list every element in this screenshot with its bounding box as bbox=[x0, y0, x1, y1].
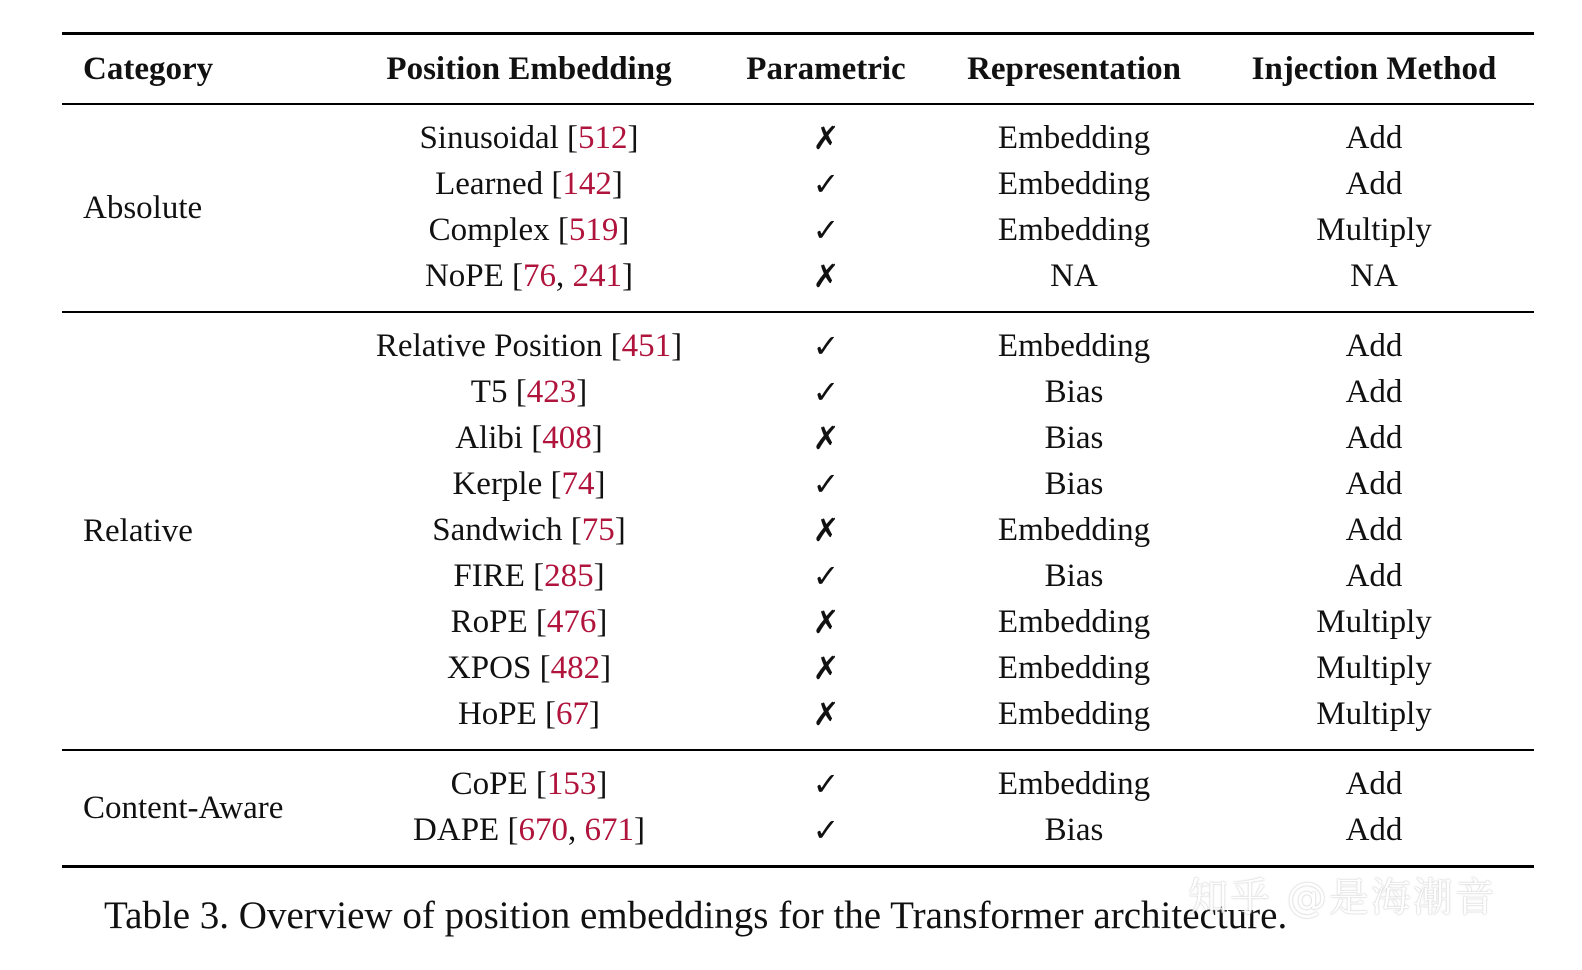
table-header-row bbox=[62, 35, 1534, 103]
position-embedding-cell: DAPE [670, 671] bbox=[413, 812, 645, 848]
injection-method-cell: Multiply bbox=[1316, 650, 1432, 686]
representation-cell: Embedding bbox=[997, 604, 1151, 640]
check-icon: ✓ bbox=[812, 165, 840, 203]
citation-ref: 408 bbox=[542, 420, 592, 456]
method-name: Sinusoidal bbox=[419, 120, 559, 156]
method-name: RoPE bbox=[450, 604, 528, 640]
check-icon: ✓ bbox=[812, 557, 840, 595]
cross-icon: ✗ bbox=[812, 695, 840, 733]
citation-ref: 476 bbox=[546, 604, 597, 640]
watermark: 知乎 @是海潮音 bbox=[1188, 875, 1497, 921]
injection-method-cell: Add bbox=[1345, 328, 1403, 364]
table-row bbox=[62, 461, 1534, 507]
position-embedding-table bbox=[62, 32, 1534, 868]
citation-ref: 451 bbox=[621, 328, 672, 364]
group-top-padding bbox=[62, 751, 1534, 761]
injection-method-cell: Add bbox=[1345, 420, 1403, 456]
method-name: FIRE bbox=[453, 558, 525, 594]
table-row bbox=[62, 691, 1534, 737]
table-row bbox=[62, 369, 1534, 415]
citation-ref: 142 bbox=[562, 166, 612, 202]
check-icon: ✓ bbox=[812, 465, 840, 503]
table-row bbox=[62, 161, 1534, 207]
check-icon: ✓ bbox=[812, 765, 840, 803]
citation-ref: 482 bbox=[550, 650, 601, 686]
citation-ref: 519 bbox=[568, 212, 619, 248]
cross-icon: ✗ bbox=[812, 419, 840, 457]
representation-cell: NA bbox=[1050, 258, 1098, 294]
representation-cell: Embedding bbox=[997, 166, 1151, 202]
representation-cell: Embedding bbox=[997, 766, 1151, 802]
cross-icon: ✗ bbox=[812, 649, 840, 687]
method-name: HoPE bbox=[457, 696, 537, 732]
injection-method-cell: Add bbox=[1345, 812, 1403, 848]
injection-method-cell: Add bbox=[1345, 766, 1403, 802]
representation-cell: Embedding bbox=[997, 120, 1151, 156]
cross-icon: ✗ bbox=[812, 119, 840, 157]
position-embedding-cell: FIRE [285] bbox=[453, 558, 605, 594]
header-category: Category bbox=[83, 51, 214, 87]
method-name: XPOS bbox=[446, 650, 532, 686]
cross-icon: ✗ bbox=[812, 511, 840, 549]
position-embedding-cell: CoPE [153] bbox=[450, 766, 608, 802]
header-injection-method: Injection Method bbox=[1251, 51, 1497, 87]
table-body bbox=[62, 105, 1534, 868]
group-top-padding bbox=[62, 105, 1534, 115]
category-label: Relative bbox=[83, 513, 193, 549]
position-embedding-cell: Kerple [74] bbox=[452, 466, 606, 502]
injection-method-cell: NA bbox=[1350, 258, 1398, 294]
citation-ref: 76 bbox=[523, 258, 557, 294]
injection-method-cell: Add bbox=[1345, 466, 1403, 502]
check-icon: ✓ bbox=[812, 373, 840, 411]
citation-ref: 670 bbox=[518, 812, 568, 848]
representation-cell: Embedding bbox=[997, 328, 1151, 364]
representation-cell: Embedding bbox=[997, 212, 1151, 248]
category-group bbox=[62, 105, 1534, 311]
representation-cell: Bias bbox=[1044, 466, 1104, 502]
method-name: DAPE bbox=[413, 812, 500, 848]
check-icon: ✓ bbox=[812, 211, 840, 249]
group-bottom-padding bbox=[62, 299, 1534, 311]
method-name: T5 bbox=[470, 374, 508, 410]
category-label: Absolute bbox=[83, 190, 203, 226]
table-row bbox=[62, 645, 1534, 691]
category-label: Content-Aware bbox=[83, 790, 284, 826]
table-row bbox=[62, 507, 1534, 553]
injection-method-cell: Add bbox=[1345, 558, 1403, 594]
injection-method-cell: Multiply bbox=[1316, 212, 1432, 248]
position-embedding-cell: Learned [142] bbox=[435, 166, 623, 202]
position-embedding-cell: RoPE [476] bbox=[450, 604, 608, 640]
table-row bbox=[62, 115, 1534, 161]
table-row bbox=[62, 253, 1534, 299]
injection-method-cell: Add bbox=[1345, 374, 1403, 410]
group-top-padding bbox=[62, 313, 1534, 323]
table-row bbox=[62, 599, 1534, 645]
position-embedding-cell: T5 [423] bbox=[470, 374, 588, 410]
method-name: Relative Position bbox=[375, 328, 603, 364]
group-bottom-padding bbox=[62, 737, 1534, 749]
representation-cell: Embedding bbox=[997, 696, 1151, 732]
table-row bbox=[62, 553, 1534, 599]
category-group bbox=[62, 313, 1534, 749]
category-group bbox=[62, 751, 1534, 865]
position-embedding-cell: XPOS [482] bbox=[446, 650, 612, 686]
position-embedding-cell: Alibi [408] bbox=[455, 420, 603, 456]
citation-ref: 241 bbox=[572, 258, 623, 294]
method-name: Kerple bbox=[452, 466, 543, 502]
citation-ref: 67 bbox=[556, 696, 590, 732]
position-embedding-cell: Sandwich [75] bbox=[432, 512, 626, 548]
method-name: Alibi bbox=[455, 420, 524, 456]
injection-method-cell: Add bbox=[1345, 120, 1403, 156]
table-row bbox=[62, 207, 1534, 253]
position-embedding-cell: NoPE [76, 241] bbox=[424, 258, 634, 294]
check-icon: ✓ bbox=[812, 327, 840, 365]
header-position-embedding: Position Embedding bbox=[386, 51, 672, 87]
injection-method-cell: Add bbox=[1345, 166, 1403, 202]
representation-cell: Embedding bbox=[997, 512, 1151, 548]
header-parametric: Parametric bbox=[746, 51, 906, 87]
injection-method-cell: Multiply bbox=[1316, 696, 1432, 732]
table-caption: Table 3. Overview of position embeddings for the Transformer architecture. bbox=[104, 894, 1288, 937]
citation-ref: 74 bbox=[561, 466, 595, 502]
method-name: Complex bbox=[428, 212, 550, 248]
method-name: Learned bbox=[435, 166, 544, 202]
representation-cell: Bias bbox=[1044, 420, 1104, 456]
method-name: CoPE bbox=[450, 766, 528, 802]
representation-cell: Embedding bbox=[997, 650, 1151, 686]
injection-method-cell: Multiply bbox=[1316, 604, 1432, 640]
position-embedding-cell: Relative Position [451] bbox=[375, 328, 683, 364]
citation-ref: 423 bbox=[526, 374, 577, 410]
representation-cell: Bias bbox=[1044, 374, 1104, 410]
representation-cell: Bias bbox=[1044, 558, 1104, 594]
citation-ref: 671 bbox=[584, 812, 634, 848]
injection-method-cell: Add bbox=[1345, 512, 1403, 548]
method-name: NoPE bbox=[424, 258, 504, 294]
method-name: Sandwich bbox=[432, 512, 563, 548]
group-bottom-padding bbox=[62, 853, 1534, 865]
position-embedding-cell: Sinusoidal [512] bbox=[419, 120, 639, 156]
citation-ref: 285 bbox=[544, 558, 594, 594]
representation-cell: Bias bbox=[1044, 812, 1104, 848]
citation-ref: 153 bbox=[546, 766, 597, 802]
cross-icon: ✗ bbox=[812, 603, 840, 641]
position-embedding-cell: Complex [519] bbox=[428, 212, 630, 248]
table-row bbox=[62, 323, 1534, 369]
position-embedding-cell: HoPE [67] bbox=[457, 696, 601, 732]
cross-icon: ✗ bbox=[812, 257, 840, 295]
check-icon: ✓ bbox=[812, 811, 840, 849]
header-representation: Representation bbox=[967, 51, 1181, 87]
citation-ref: 75 bbox=[581, 512, 615, 548]
citation-ref: 512 bbox=[578, 120, 628, 156]
table-row bbox=[62, 415, 1534, 461]
